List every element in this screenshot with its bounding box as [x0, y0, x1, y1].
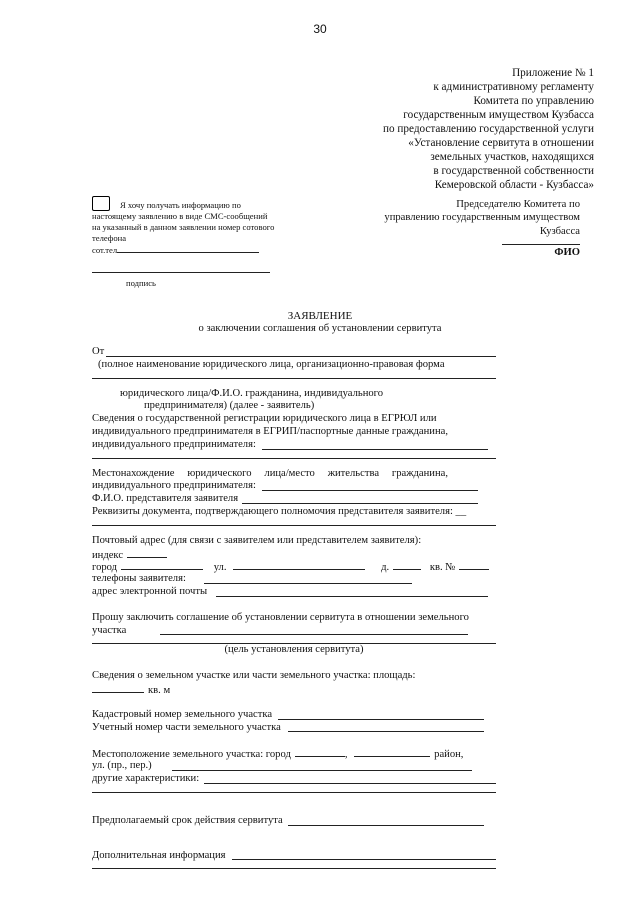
- location-label: индивидуального предпринимателя:: [92, 480, 256, 492]
- apt-field[interactable]: [459, 560, 489, 570]
- phone-field[interactable]: [117, 243, 259, 253]
- signature-label: подпись: [126, 278, 156, 288]
- purpose-label: (цель установления сервитута): [224, 644, 364, 656]
- location-field[interactable]: [262, 490, 478, 491]
- plot-text: Сведения о земельном участке или части земельного участка: площадь:: [92, 670, 416, 682]
- sms-text: настоящему заявлению в виде СМС-сообщений: [92, 211, 268, 221]
- from-hint: (полное наименование юридического лица, организационно-правовая форма: [98, 358, 445, 370]
- appendix-header: [294, 66, 594, 192]
- appendix-line: «Установление сервитута в отношении: [408, 137, 594, 149]
- apt-label: кв. №: [429, 562, 456, 574]
- representative-docs-label: Реквизиты документа, подтверждающего полномочия представителя заявителя: __: [92, 505, 467, 517]
- other-field[interactable]: [204, 783, 496, 784]
- location-text: [92, 468, 448, 481]
- area-unit: кв. м: [148, 684, 171, 696]
- addressee: [350, 198, 580, 238]
- street2-label: ул. (пр., пер.): [92, 760, 152, 772]
- email-label: адрес электронной почты: [92, 585, 208, 597]
- location-word: лица/место: [264, 467, 315, 479]
- location-district-field[interactable]: [354, 747, 430, 757]
- appendix-line: по предоставлению государственной услуги: [383, 123, 594, 135]
- document-subtitle: о заключении соглашения об установлении сервитута: [198, 323, 442, 334]
- location-word: жительства: [327, 467, 380, 479]
- phone-label: сот.тел: [92, 245, 118, 256]
- page-number: 30: [313, 22, 327, 36]
- cadastral-label: Кадастровый номер земельного участка: [92, 708, 273, 720]
- sms-text: телефона: [92, 232, 127, 243]
- addressee-line: Председателю Комитета по: [456, 199, 580, 210]
- from-label: От: [92, 346, 105, 357]
- index-field[interactable]: [127, 548, 167, 558]
- other-field-2[interactable]: [92, 786, 496, 793]
- appendix-line: земельных участков, находящихся: [430, 151, 594, 163]
- registration-field[interactable]: [262, 449, 488, 450]
- fio-field[interactable]: [502, 244, 580, 245]
- city-label: город: [92, 562, 118, 574]
- applicant-name-field[interactable]: [106, 356, 496, 357]
- appendix-line: государственным имуществом Кузбасса: [403, 109, 594, 121]
- sms-text: на указанный в данном заявлении номер сотового: [92, 221, 275, 232]
- additional-label: Дополнительная информация: [92, 849, 226, 861]
- representative-field[interactable]: [242, 503, 478, 504]
- location-city-label: Местоположение земельного участка: город: [92, 749, 291, 761]
- cadastral-field[interactable]: [278, 719, 484, 720]
- street-field[interactable]: [233, 560, 365, 570]
- from-hint: предпринимателя) (далее - заявитель): [144, 400, 315, 412]
- sms-text: Я хочу получать информацию по: [120, 200, 241, 210]
- request-label: участка: [92, 624, 127, 636]
- additional-field[interactable]: [232, 859, 496, 860]
- application-form: От (полное наименование юридического лица, организационно-правовая форма юридического лица/Ф.И.О. гражданина, индивидуального предпринимателя) (далее - заявитель) Сведения о государственной регистрации юридического лица в ЕГРЮЛ или индивидуального предпринимателя в ЕГРИП/паспортные данные гражданина, индивидуального предпринимателя: Местонахождение юридического лица/место жительства гражданина, индивидуального предпринимателя: Ф.И.О. представителя заявителя Реквизиты документа, подтверждающего полномочия представителя заявителя: __ Почтовый адрес (для связи с заявителем или представителем заявителя): индекс город ул. д. кв. № телефоны заявителя: адрес электронной почты Прошу заключить соглашение об установлении сервитута в отношении земельного участка (цель установления сервитута) Сведения о земельном участке или части земельного участка: площадь: кв. м Кадастровый номер земельного участка Учетный номер части земельного участка Местоположение земельного участка: город , район, ул. (пр., пер.) другие характеристики: Предполагаемый срок действия сервитута Дополнительная информация: [92, 346, 496, 869]
- representative-docs-field[interactable]: [92, 519, 496, 526]
- location-word: гражданина,: [391, 467, 448, 479]
- purpose-field[interactable]: [92, 637, 496, 644]
- account-field[interactable]: [288, 731, 484, 732]
- postal-label: Почтовый адрес (для связи с заявителем или представителем заявителя):: [92, 534, 422, 546]
- request-text: Прошу заключить соглашение об установлении сервитута в отношении земельного: [92, 611, 469, 623]
- appendix-line: Комитета по управлению: [473, 95, 594, 107]
- sms-checkbox[interactable]: [92, 196, 110, 211]
- addressee-line: управлению государственным имуществом: [384, 212, 580, 224]
- email-field[interactable]: [216, 596, 488, 597]
- house-field[interactable]: [393, 560, 421, 570]
- phones-label: телефоны заявителя:: [92, 573, 186, 585]
- house-label: д.: [381, 562, 390, 574]
- sms-consent: [92, 196, 332, 256]
- registration-label: индивидуального предпринимателя:: [92, 438, 256, 450]
- other-label: другие характеристики:: [92, 772, 200, 784]
- registration-text: Сведения о государственной регистрации юридического лица в ЕГРЮЛ или: [92, 413, 437, 425]
- from-hint: юридического лица/Ф.И.О. гражданина, индивидуального: [120, 387, 384, 399]
- registration-field-2[interactable]: [92, 452, 496, 459]
- location-word: юридического: [187, 467, 252, 479]
- street-label: ул.: [213, 562, 227, 574]
- district-label: район,: [434, 749, 464, 761]
- document-title: ЗАЯВЛЕНИЕ: [287, 310, 353, 322]
- term-label: Предполагаемый срок действия сервитута: [92, 814, 283, 826]
- appendix-line: Кемеровской области - Кузбасса»: [434, 179, 594, 191]
- registration-text: индивидуального предпринимателя в ЕГРИП/паспортные данные гражданина,: [92, 425, 448, 437]
- applicant-name-field-2[interactable]: [92, 372, 496, 379]
- addressee-line: Кузбасса: [539, 225, 580, 237]
- additional-field-2[interactable]: [92, 862, 496, 869]
- index-label: индекс: [92, 549, 124, 561]
- representative-label: Ф.И.О. представителя заявителя: [92, 493, 239, 505]
- signature-field[interactable]: [92, 272, 270, 273]
- location-city-field[interactable]: [295, 747, 345, 757]
- appendix-line: в государственной собственности: [433, 165, 594, 177]
- appendix-line: к административному регламенту: [433, 81, 594, 93]
- term-field[interactable]: [288, 825, 484, 826]
- appendix-line: Приложение № 1: [512, 67, 594, 79]
- location-word: Местонахождение: [92, 467, 175, 479]
- area-field[interactable]: [92, 683, 144, 693]
- city-field[interactable]: [121, 560, 203, 570]
- phones-field[interactable]: [204, 583, 412, 584]
- account-label: Учетный номер части земельного участка: [92, 721, 281, 733]
- fio-label: ФИО: [554, 247, 580, 258]
- request-field[interactable]: [160, 634, 468, 635]
- street2-field[interactable]: [172, 770, 472, 771]
